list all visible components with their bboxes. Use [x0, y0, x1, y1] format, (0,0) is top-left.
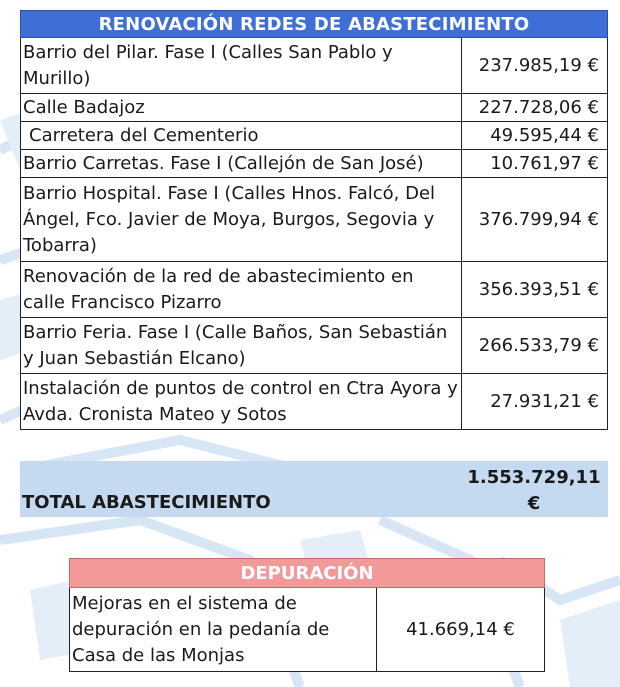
row-description: Renovación de la red de abastecimiento en calle Francisco Pizarro — [21, 262, 462, 318]
row-amount: 227.728,06 € — [461, 94, 607, 122]
depuracion-title: DEPURACIÓN — [70, 559, 545, 588]
total-value: 1.553.729,11 € — [467, 467, 601, 514]
depuracion-table — [69, 558, 545, 672]
total-label: TOTAL ABASTECIMIENTO — [22, 492, 271, 513]
row-description: Carretera del Cementerio — [29, 124, 259, 146]
table-row — [21, 122, 608, 150]
row-description: Barrio Hospital. Fase I (Calles Hnos. Falcó, Del Ángel, Fco. Javier de Moya, Burgos, Segovia y Tobarra) — [21, 178, 462, 262]
row-amount: 376.799,94 € — [461, 178, 607, 262]
table-row — [21, 38, 608, 94]
table-row — [70, 588, 545, 672]
table-row — [21, 94, 608, 122]
table-row — [21, 150, 608, 178]
row-amount: 356.393,51 € — [461, 262, 607, 318]
table-row — [21, 374, 608, 430]
row-description: Barrio Carretas. Fase I (Callejón de San José) — [21, 150, 462, 178]
row-amount: 41.669,14 € — [377, 588, 545, 672]
row-amount: 266.533,79 € — [461, 318, 607, 374]
total-abastecimiento-band — [20, 461, 608, 517]
row-description: Calle Badajoz — [21, 94, 462, 122]
table-row — [21, 318, 608, 374]
row-amount: 49.595,44 € — [461, 122, 607, 150]
table-row — [21, 262, 608, 318]
row-description: Instalación de puntos de control en Ctra Ayora y Avda. Cronista Mateo y Sotos — [21, 374, 462, 430]
row-amount: 10.761,97 € — [461, 150, 607, 178]
table-row — [21, 178, 608, 262]
row-description: Barrio del Pilar. Fase I (Calles San Pablo y Murillo) — [21, 38, 462, 94]
row-description: Mejoras en el sistema de depuración en la pedanía de Casa de las Monjas — [70, 588, 377, 672]
row-amount: 237.985,19 € — [461, 38, 607, 94]
abastecimiento-table — [20, 10, 608, 430]
row-amount: 27.931,21 € — [461, 374, 607, 430]
abastecimiento-title: RENOVACIÓN REDES DE ABASTECIMIENTO — [21, 11, 608, 38]
row-description: Barrio Feria. Fase I (Calle Baños, San Sebastián y Juan Sebastián Elcano) — [21, 318, 462, 374]
